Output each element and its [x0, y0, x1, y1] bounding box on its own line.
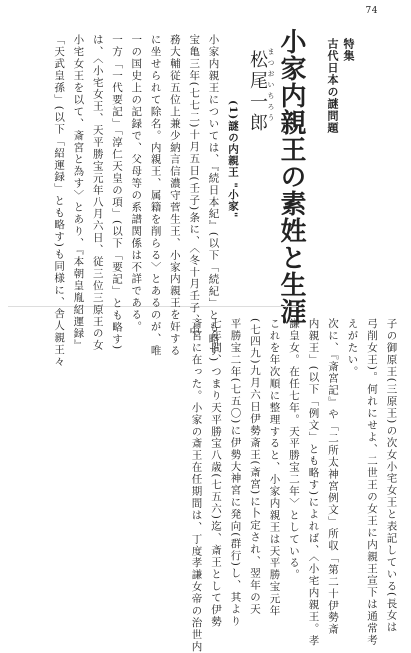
series-label: 特集	[342, 38, 355, 62]
series-topic: 古代日本の謎問題	[326, 38, 339, 134]
text-column: 一の国史上の記録で、父母等の系譜関係は不詳である。	[130, 34, 143, 333]
text-column: は、〈小宅女王、天平勝宝元年八月六日、従三位三原王の女	[91, 34, 104, 352]
text-column: 子の御原王(三原王)の次女小宅女王と表記している(長女は	[385, 318, 398, 634]
text-column: 弓削女王)。何れにせよ、二世王の女王に内親王宣下は通常考	[366, 318, 378, 647]
text-column: 次に、『斎宮記』や「二所太神宮例文」所収「第二十伊勢斎	[327, 318, 339, 636]
page-number: 74	[365, 6, 378, 16]
author-ruby: まつおいちろう	[267, 48, 275, 125]
text-column: 一方「一代要記」「淳仁天皇の項」(以下「要記」とも略す)	[111, 34, 123, 351]
text-column: 宝亀三年(七七二)十月五日(壬子)条に、〈冬十月壬子、中	[188, 34, 201, 338]
text-column: これを年次順に整理すると、小家内親王は天平勝宝元年	[268, 318, 281, 617]
series-heading	[324, 38, 356, 134]
text-column: 小宅女王を以て、斎宮と為す〉とあり、『本朝皇胤紹運録』	[72, 34, 85, 352]
text-column: 謙皇女。在任七年。天平勝宝二年〉としている。	[288, 318, 300, 581]
text-column: えがたい。	[346, 318, 359, 378]
text-column: に坐せられて除名。内親王、属籍を削らる〉とあるのが、唯	[149, 34, 162, 357]
text-column: 斎宮に在った。小家の斎王在任期間は、丁度孝謙女帝の治世内	[190, 318, 203, 653]
text-column: 平勝宝二年(七五〇)に伊勢大神宮に発向(群行)し、其より	[229, 318, 242, 627]
text-column: 務大輔従五位上兼少納言信濃守菅生王、小家内親王を奸する	[168, 34, 181, 357]
text-column: 内親王」(以下「例文」とも略す)によれば、〈小宅内親王。孝	[307, 318, 320, 647]
text-column: (七四九)九月六日伊勢斎王(斎宮)に卜定され、翌年の天	[249, 318, 261, 616]
text-column: 「天武皇孫」(以下「紹運録」とも略す)も同様に、舎人親王々	[53, 34, 66, 368]
text-column: 小家内親王については、『続日本紀』(以下「続紀」とも略す)	[207, 34, 220, 363]
author-name: 松尾一郎	[247, 50, 268, 134]
article-title: 小家内親王の素姓と生涯	[276, 28, 306, 325]
section-heading: (1)謎の内親王 "小家"	[227, 100, 239, 219]
text-column: 七年間、つまり天平勝宝八歳(七五六)迄、斎王として伊勢	[210, 318, 222, 628]
